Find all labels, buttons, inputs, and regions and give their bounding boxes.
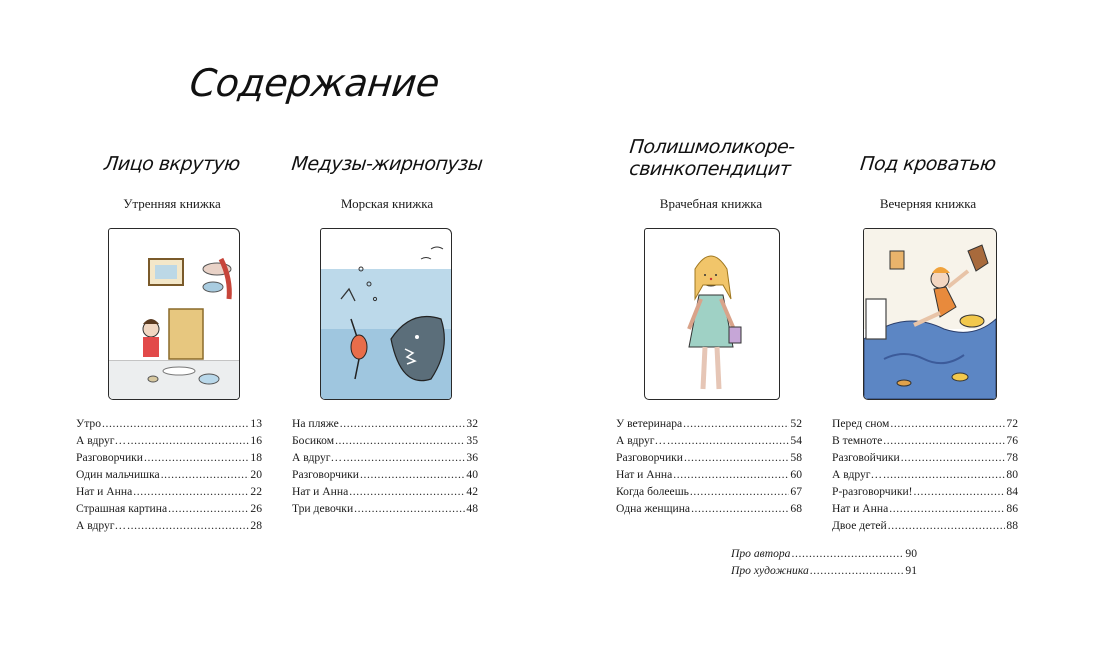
toc-entry[interactable]: Одна женщина ..... 68: [616, 500, 802, 517]
toc-entry[interactable]: Нат и Анна ..... 42: [292, 483, 478, 500]
section-title-line: Полишмоликоре-: [628, 136, 796, 158]
toc-entry-about-illustrator[interactable]: Про художника ..... 91: [731, 562, 917, 579]
toc-entry[interactable]: Разговорчики ..... 40: [292, 466, 478, 483]
toc-list: [616, 415, 802, 517]
section-sea-book: [267, 0, 507, 650]
toc-entry[interactable]: А вдруг… ..... 54: [616, 432, 802, 449]
section-title-line: свинкопендицит: [628, 158, 792, 180]
section-title: Лицо вкрутую: [103, 153, 241, 175]
section-title: [589, 136, 834, 180]
toc-entry[interactable]: Нат и Анна ..... 86: [832, 500, 1018, 517]
toc-entry[interactable]: Перед сном ..... 72: [832, 415, 1018, 432]
underwater-fish-illustration: [320, 228, 452, 400]
toc-entry[interactable]: Три девочки ..... 48: [292, 500, 478, 517]
section-subtitle: Утренняя книжка: [123, 196, 221, 211]
toc-entry[interactable]: Босиком ..... 35: [292, 432, 478, 449]
toc-entry[interactable]: А вдруг… ..... 80: [832, 466, 1018, 483]
section-subtitle: Врачебная книжка: [659, 196, 763, 211]
toc-entry[interactable]: Нат и Анна ..... 60: [616, 466, 802, 483]
toc-list: [832, 415, 1018, 534]
toc-list: [76, 415, 262, 534]
toc-entry[interactable]: А вдруг… ..... 16: [76, 432, 262, 449]
toc-entry[interactable]: Р-разговорчики! ..... 84: [832, 483, 1018, 500]
toc-entry-about-author[interactable]: Про автора ..... 90: [731, 545, 917, 562]
extras-list: [731, 545, 917, 579]
girl-standing-illustration: [644, 228, 780, 400]
toc-entry[interactable]: У ветеринара ..... 52: [616, 415, 802, 432]
toc-entry[interactable]: Двое детей ..... 88: [832, 517, 1018, 534]
page-title: Содержание: [187, 61, 442, 105]
toc-entry[interactable]: Когда болеешь ..... 67: [616, 483, 802, 500]
toc-entry[interactable]: А вдруг… ..... 28: [76, 517, 262, 534]
section-subtitle: Вечерняя книжка: [879, 196, 977, 211]
toc-entry[interactable]: Один мальчишка ..... 20: [76, 466, 262, 483]
toc-entry[interactable]: Разговойчики ..... 78: [832, 449, 1018, 466]
toc-entry[interactable]: В темноте ..... 76: [832, 432, 1018, 449]
toc-entry[interactable]: Нат и Анна ..... 22: [76, 483, 262, 500]
section-title: Под кроватью: [859, 153, 997, 175]
bedroom-jumping-illustration: [863, 228, 997, 400]
toc-entry[interactable]: Утро ..... 13: [76, 415, 262, 432]
toc-entry[interactable]: Разговорчики ..... 18: [76, 449, 262, 466]
toc-list: [292, 415, 478, 517]
toc-entry[interactable]: Страшная картина ..... 26: [76, 500, 262, 517]
section-morning-book: [52, 0, 292, 650]
section-subtitle: Морская книжка: [340, 196, 434, 211]
toc-entry[interactable]: На пляже ..... 32: [292, 415, 478, 432]
toc-entry[interactable]: Разговорчики ..... 58: [616, 449, 802, 466]
breakfast-table-illustration: [108, 228, 240, 400]
toc-entry[interactable]: А вдруг… ..... 36: [292, 449, 478, 466]
section-title: Медузы-жирнопузы: [290, 153, 484, 175]
